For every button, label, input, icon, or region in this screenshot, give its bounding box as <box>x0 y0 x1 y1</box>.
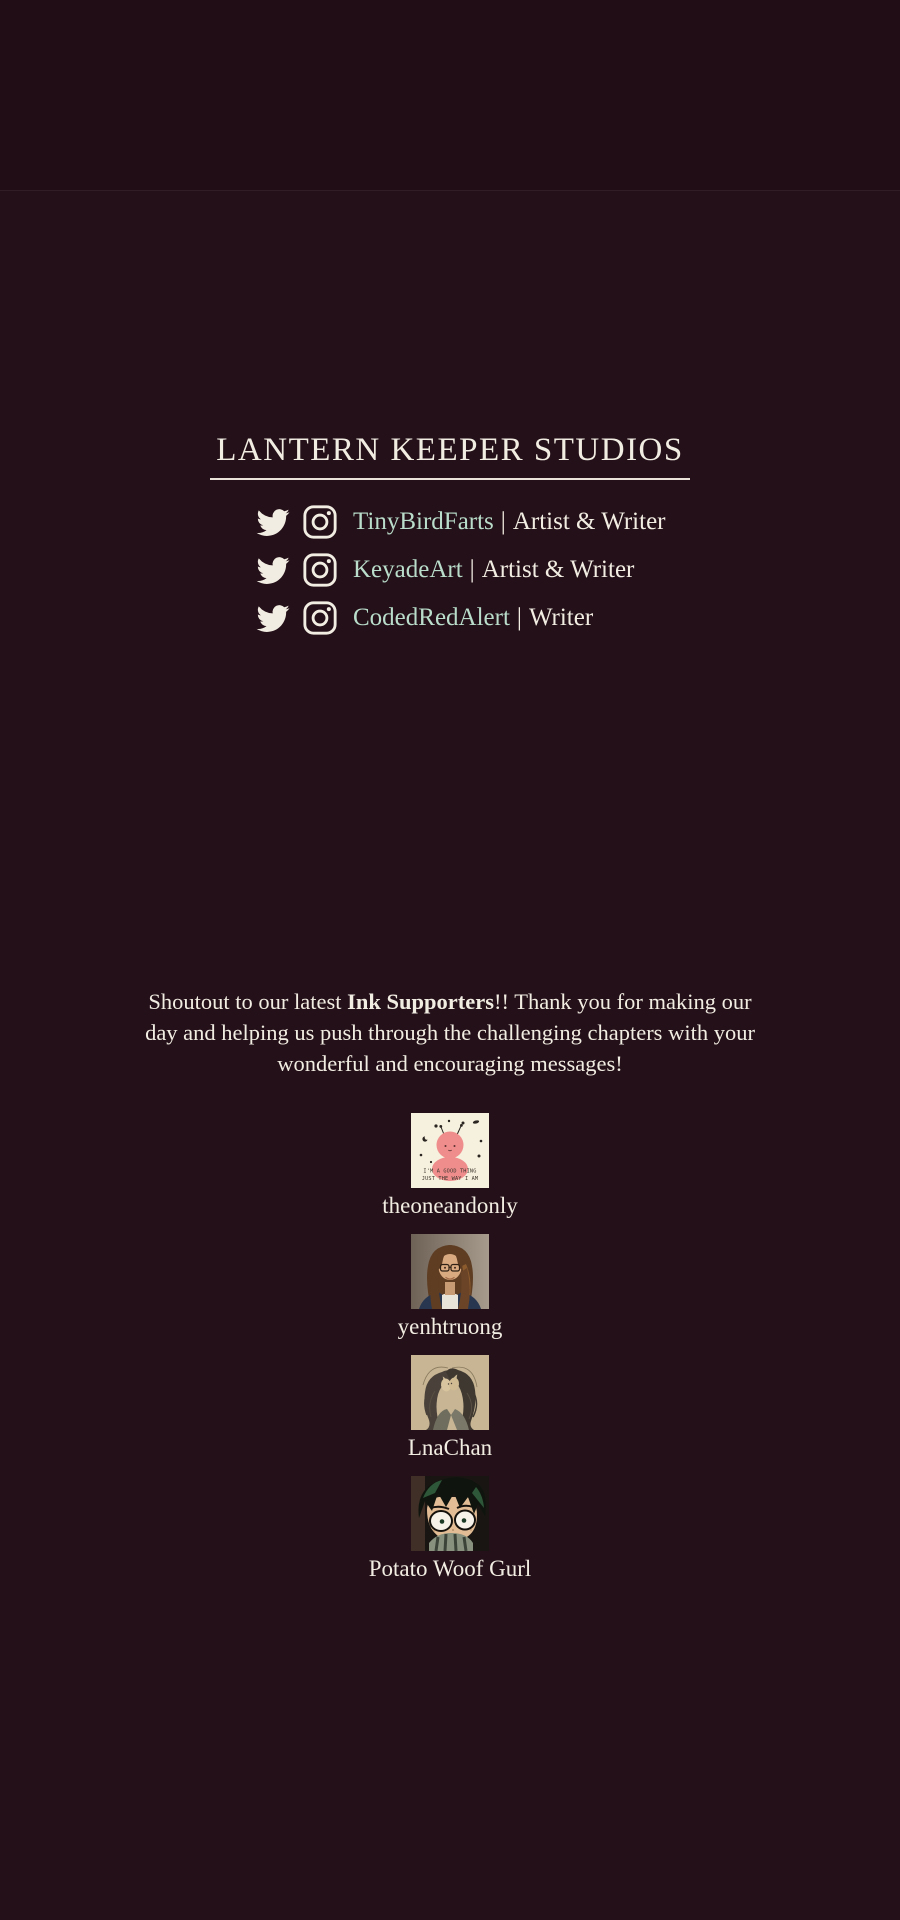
supporter-avatar-anime <box>411 1476 489 1551</box>
studio-title-row <box>0 431 900 480</box>
avatar-caption-line2: JUST THE WAY I AM <box>421 1176 479 1182</box>
twitter-icon <box>253 601 293 634</box>
instagram-icon <box>302 600 338 636</box>
supporter-avatar-sketch <box>411 1355 489 1430</box>
shoutout-text: Shoutout to our latest <box>148 989 348 1014</box>
credit-separator: | <box>469 555 475 583</box>
credit-separator: | <box>500 507 506 535</box>
supporter-entry <box>369 1476 532 1583</box>
panel-seam-band <box>0 0 900 191</box>
twitter-icon <box>253 505 293 538</box>
supporter-name: theoneandonly <box>382 1193 518 1218</box>
supporter-name: Potato Woof Gurl <box>368 1556 532 1581</box>
supporter-entry <box>408 1355 492 1462</box>
supporter-avatar-pink-alien <box>411 1113 489 1188</box>
studio-member-row <box>253 551 666 588</box>
shoutout-highlight: Ink Supporters <box>347 989 494 1014</box>
instagram-icon <box>302 504 338 540</box>
studio-member-row <box>253 503 666 540</box>
member-role: Artist & Writer <box>512 507 666 535</box>
supporter-entry <box>382 1113 517 1220</box>
twitter-icon <box>253 553 293 586</box>
member-handle: TinyBirdFarts <box>353 507 494 535</box>
anime-boy-wide-eyes <box>411 1476 489 1551</box>
instagram-icon <box>302 552 338 588</box>
supporter-name: LnaChan <box>407 1435 493 1460</box>
supporters-list <box>0 1113 900 1597</box>
member-credit <box>353 604 593 632</box>
studio-members <box>253 503 666 636</box>
supporter-avatar-photo <box>411 1234 489 1309</box>
supporter-name: yenhtruong <box>397 1314 503 1339</box>
member-credit <box>353 556 634 584</box>
pink-alien-doodle <box>411 1113 489 1188</box>
supporter-entry <box>398 1234 503 1341</box>
member-role: Writer <box>528 603 594 631</box>
studio-member-row <box>253 599 666 636</box>
member-role: Artist & Writer <box>481 555 635 583</box>
studio-title: LANTERN KEEPER STUDIOS <box>210 432 690 480</box>
supporter-shoutout <box>130 986 770 1079</box>
member-handle: CodedRedAlert <box>353 603 510 631</box>
sepia-sketch-kissing-couple <box>411 1355 489 1430</box>
member-handle: KeyadeArt <box>353 555 463 583</box>
avatar-caption-line1: I'M A GOOD THING <box>423 1168 477 1175</box>
shoutout-text: !! Thank you for making our day and helping us push through the challenging chapters with your wonderful and encouraging messages! <box>145 989 755 1076</box>
credit-separator: | <box>516 603 522 631</box>
member-credit <box>353 508 666 536</box>
photo-woman-glasses <box>411 1234 489 1309</box>
